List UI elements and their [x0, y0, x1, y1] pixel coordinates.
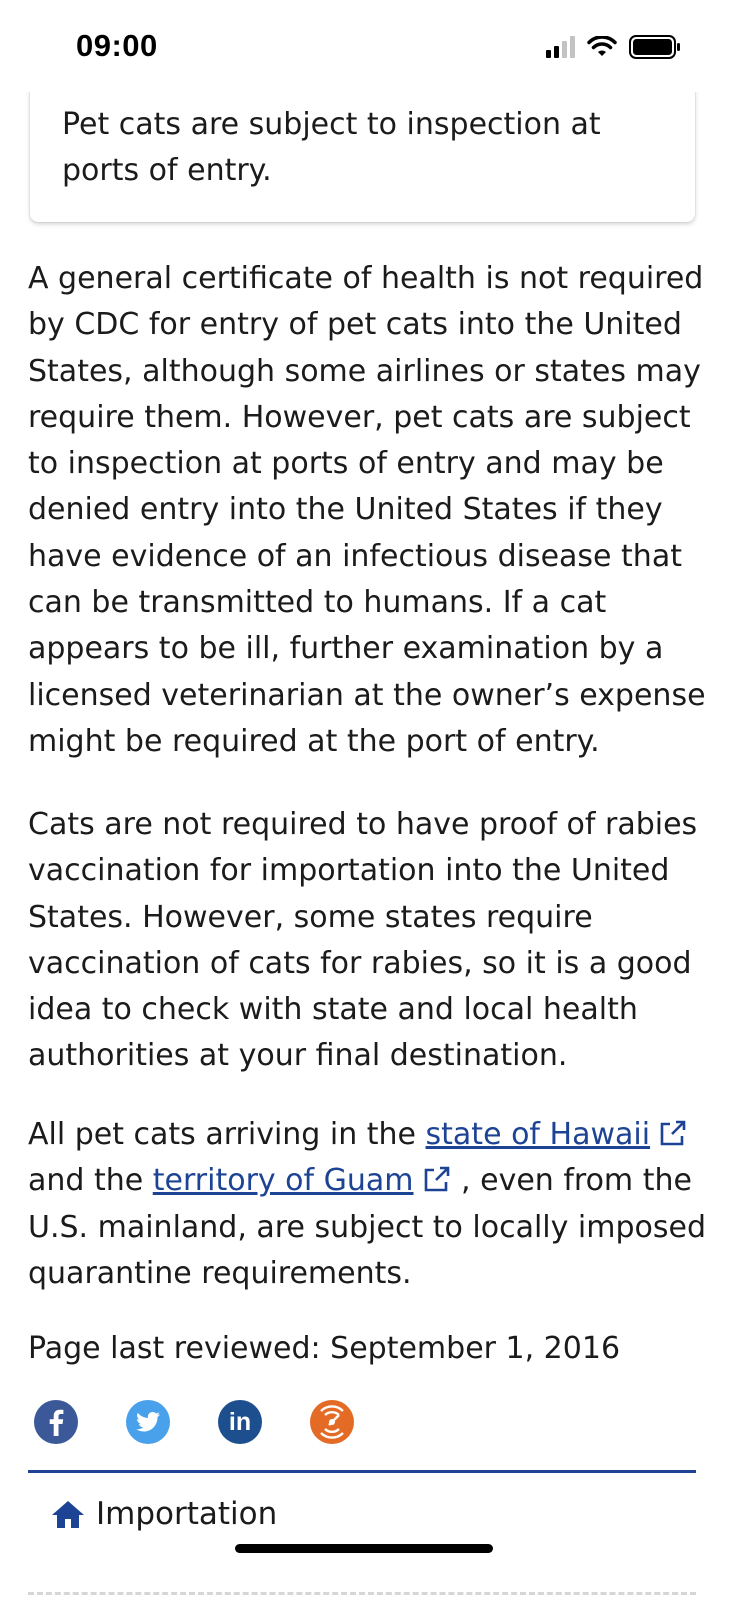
home-indicator[interactable] — [235, 1544, 493, 1553]
bottom-edge — [28, 1592, 696, 1595]
cellular-signal-icon — [546, 36, 575, 58]
battery-icon — [629, 35, 681, 59]
page-last-reviewed: Page last reviewed: September 1, 2016 — [28, 1331, 621, 1366]
section-divider — [28, 1470, 696, 1473]
paragraph-quarantine — [28, 1112, 718, 1297]
status-icons — [546, 34, 681, 60]
facebook-icon[interactable] — [34, 1400, 78, 1444]
home-icon — [50, 1498, 86, 1530]
syndicate-icon[interactable] — [310, 1400, 354, 1444]
social-share-bar — [34, 1400, 354, 1444]
home-nav-link[interactable] — [50, 1496, 277, 1532]
linkedin-icon[interactable]: in — [218, 1400, 262, 1444]
paragraph-text: , even from the U.S. mainland, are subject to locally imposed quarantine requirements. — [28, 1163, 707, 1291]
paragraph-text: All pet cats arriving in the — [28, 1117, 426, 1152]
external-link-icon[interactable] — [658, 1119, 688, 1147]
callout-text: Pet cats are subject to inspection at ports of entry. — [62, 107, 601, 188]
external-link-icon[interactable] — [422, 1165, 452, 1193]
status-time: 09:00 — [76, 28, 158, 63]
hawaii-link[interactable]: state of Hawaii — [425, 1117, 651, 1152]
home-nav-label: Importation — [96, 1496, 278, 1532]
paragraph-health-certificate: A general certificate of health is not required by CDC for entry of pet cats into the United States, although some airlines or states may require them. However, pet cats are subject to inspection at ports of entry and may be denied entry into the United States if they have evidence of an infectious disease that can be transmitted to humans. If a cat appears to be ill, further examination by a licensed veterinarian at the owner’s expense might be required at the port of entry. — [28, 261, 706, 759]
status-bar — [0, 0, 739, 92]
guam-link[interactable]: territory of Guam — [152, 1163, 414, 1199]
paragraph-text: and the — [28, 1163, 153, 1199]
callout-box — [30, 88, 695, 222]
twitter-icon[interactable] — [126, 1400, 170, 1444]
wifi-icon — [587, 36, 617, 58]
paragraph-rabies-vaccination: Cats are not required to have proof of rabies vaccination for importation into the United States. However, some states require vaccination of cats for rabies, so it is a good idea to check with state and local health authorities at your final destination. — [28, 807, 698, 1074]
